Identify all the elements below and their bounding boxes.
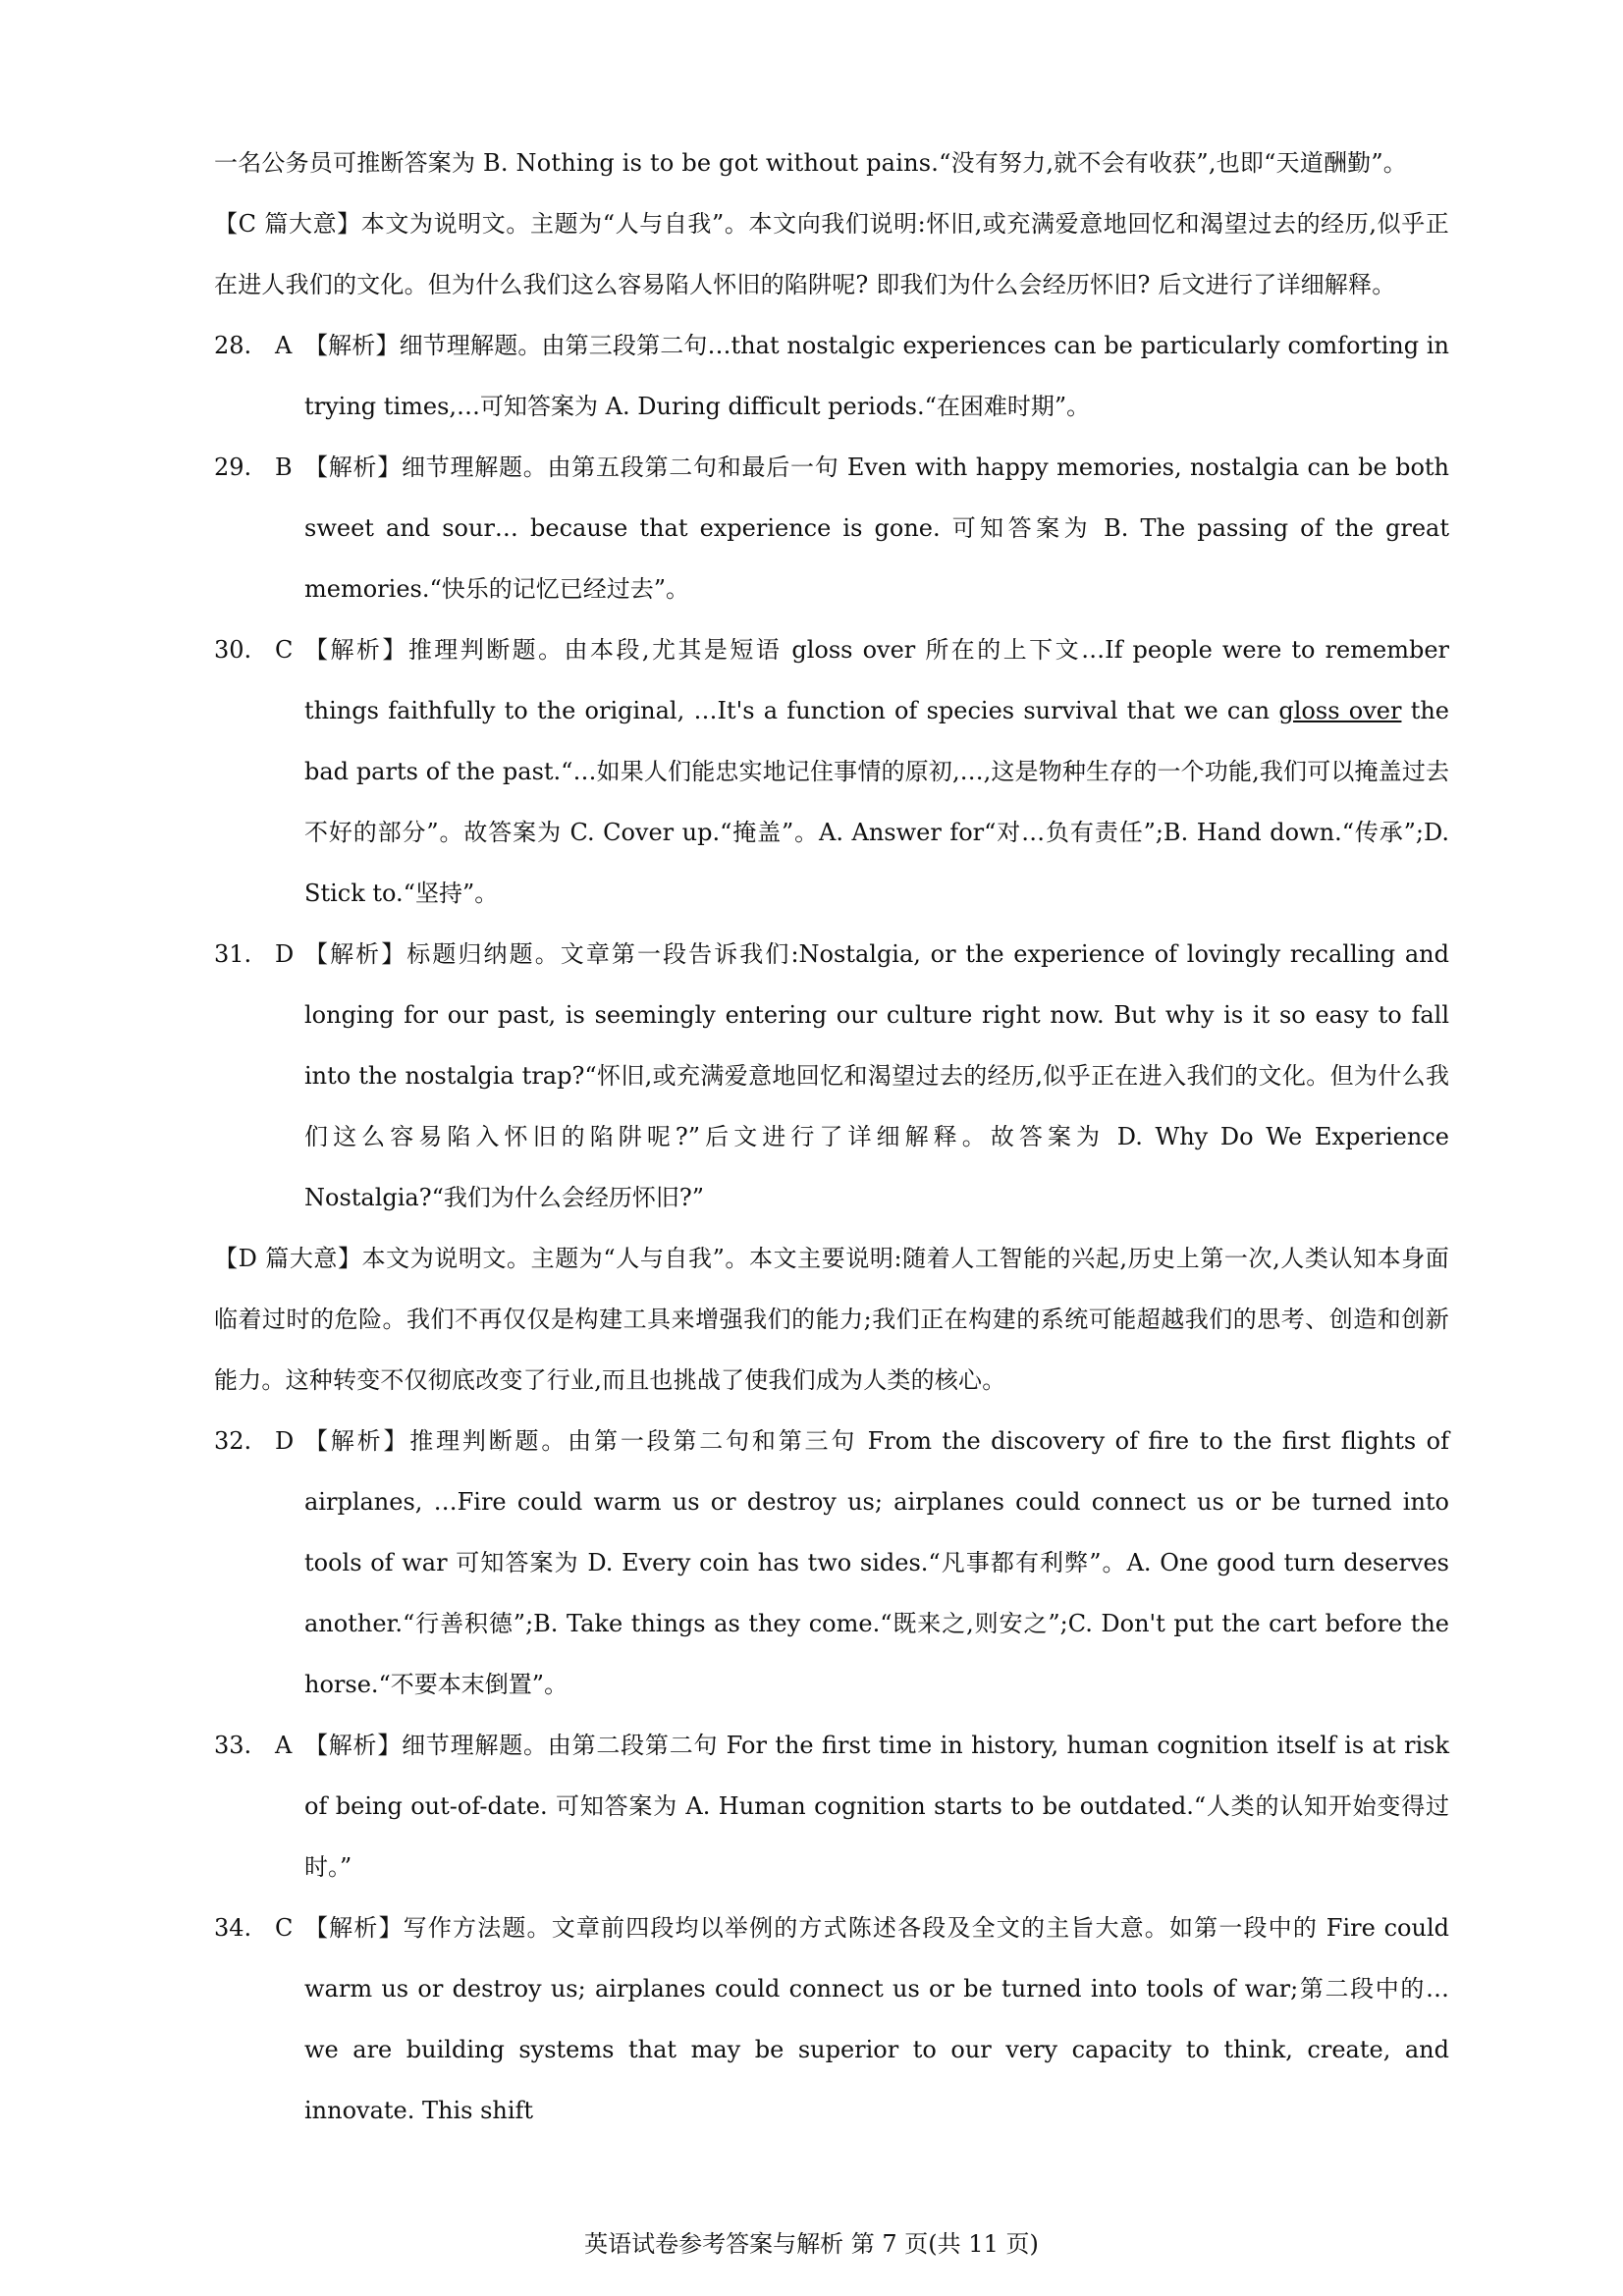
- explanation-text-before: 【解析】推理判断题。由本段,尤其是短语 gloss over 所在的上下文…If people were to remember things faithfully to the original, …It's a function of species survival that we can: [304, 636, 1449, 724]
- item-number: 34.: [214, 1914, 252, 1942]
- item-answer: D: [275, 940, 295, 968]
- item-explanation: 【解析】细节理解题。由第三段第二句…that nostalgic experiences can be particularly comforting in trying times,…可知答案为 A. During difficult periods.“在困难时期”。: [304, 332, 1449, 420]
- item-number: 29.: [214, 454, 252, 481]
- section-d-intro: 【D 篇大意】本文为说明文。主题为“人与自我”。本文主要说明:随着人工智能的兴起,历史上第一次,人类认知本身面临着过时的危险。我们不再仅仅是构建工具来增强我们的能力;我们正在构建的系统可能超越我们的思考、创造和创新能力。这种转变不仅彻底改变了行业,而且也挑战了使我们成为人类的核心。: [214, 1245, 1450, 1394]
- item-answer: D: [275, 1427, 295, 1455]
- item-explanation: 【解析】细节理解题。由第五段第二句和最后一句 Even with happy memories, nostalgia can be both sweet and sour… because that experience is gone. 可知答案为 B. The passing of the great memories.“快乐的记忆已经过去”。: [304, 454, 1449, 603]
- item-explanation: 【解析】写作方法题。文章前四段均以举例的方式陈述各段及全文的主旨大意。如第一段中的 Fire could warm us or destroy us; airplanes could connect us or be turned into tools of war;第二段中的… we are building systems that may be superior to our very capacity to think, create, and innovate. This shift: [304, 1914, 1449, 2124]
- item-number: 33.: [214, 1732, 252, 1759]
- item-number: 32.: [214, 1427, 252, 1455]
- answer-item-34: [214, 1897, 1449, 2141]
- explanation-text-after: the bad parts of the past.“…如果人们能忠实地记住事情的原初,…,这是物种生存的一个功能,我们可以掩盖过去不好的部分”。故答案为 C. Cover up.“掩盖”。A. Answer for“对…负有责任”;B. Hand down.“传承”;D. Stick to.“坚持”。: [304, 697, 1450, 907]
- page-content: [214, 133, 1449, 2141]
- item-explanation: 【解析】标题归纳题。文章第一段告诉我们:Nostalgia, or the experience of lovingly recalling and longing for our past, is seemingly entering our culture right now. But why is it so easy to fall into the nostalgia trap?“怀旧,或充满爱意地回忆和渴望过去的经历,似乎正在进入我们的文化。但为什么我们这么容易陷入怀旧的陷阱呢?”后文进行了详细解释。故答案为 D. Why Do We Experience Nostalgia?“我们为什么会经历怀旧?”: [304, 940, 1449, 1211]
- item-explanation: [304, 619, 1449, 924]
- item-number: 30.: [214, 636, 252, 664]
- page-footer: 英语试卷参考答案与解析 第 7 页(共 11 页): [584, 2230, 1039, 2258]
- item-answer: B: [275, 454, 293, 481]
- item-number: 28.: [214, 332, 252, 359]
- underlined-phrase: gloss over: [1278, 697, 1402, 724]
- section-c-intro: 【C 篇大意】本文为说明文。主题为“人与自我”。本文向我们说明:怀旧,或充满爱意地回忆和渴望过去的经历,似乎正在进人我们的文化。但为什么我们这么容易陷人怀旧的陷阱呢? 即我们为什么会经历怀旧? 后文进行了详细解释。: [214, 210, 1449, 298]
- continuation-paragraph: 一名公务员可推断答案为 B. Nothing is to be got without pains.“没有努力,就不会有收获”,也即“天道酬勤”。: [214, 149, 1408, 177]
- item-answer: A: [275, 1732, 293, 1759]
- item-explanation: 【解析】推理判断题。由第一段第二句和第三句 From the discovery of fire to the first flights of airplanes, …Fire could warm us or destroy us; airplanes could connect us or be turned into tools of war 可知答案为 D. Every coin has two sides.“凡事都有利弊”。A. One good turn deserves another.“行善积德”;B. Take things as they come.“既来之,则安之”;C. Don't put the cart before the horse.“不要本末倒置”。: [304, 1427, 1449, 1698]
- answer-item-33: [214, 1715, 1449, 1897]
- answer-item-31: [214, 924, 1449, 1228]
- item-number: 31.: [214, 940, 252, 968]
- answer-item-32: [214, 1411, 1449, 1715]
- item-answer: A: [275, 332, 293, 359]
- item-answer: C: [275, 636, 294, 664]
- item-answer: C: [275, 1914, 294, 1942]
- item-explanation: 【解析】细节理解题。由第二段第二句 For the first time in history, human cognition itself is at risk of being out-of-date. 可知答案为 A. Human cognition starts to be outdated.“人类的认知开始变得过时。”: [304, 1732, 1449, 1881]
- answer-item-28: [214, 315, 1449, 437]
- answer-item-30: [214, 619, 1449, 924]
- answer-item-29: [214, 437, 1449, 619]
